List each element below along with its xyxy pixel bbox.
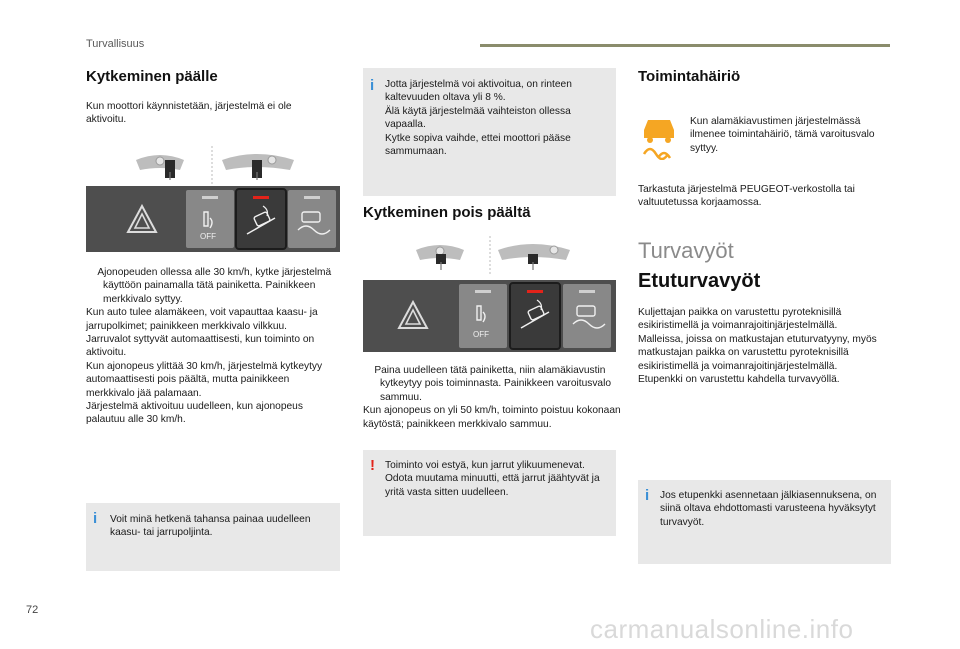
paragraph: Malleissa, joissa on matkustajan etuturvatyyny, myös matkustajan paikka on varustettu pyroteknisillä esikiristimellä ja voimanrajoitinjärjestelmällä. — [638, 333, 877, 372]
traction-off-button[interactable] — [186, 190, 234, 248]
info-box — [363, 68, 616, 196]
info-line: Jotta järjestelmä voi aktivoitua, on rinteen kaltevuuden oltava yli 8 %. — [385, 79, 572, 104]
drive-mode-button[interactable] — [563, 284, 611, 348]
button-panel — [86, 186, 340, 252]
switch-off-text — [363, 364, 621, 431]
hazard-icon — [126, 204, 158, 234]
info-icon: i — [93, 510, 98, 527]
steering-wheel-icon — [136, 155, 184, 180]
subchapter-title: Etuturvavyöt — [638, 270, 761, 292]
info-text — [385, 78, 605, 158]
indicator-led — [253, 196, 269, 199]
terrain-icon — [292, 204, 332, 244]
info-line: Kytke sopiva vaihde, ettei moottori pääse sammumaan. — [385, 132, 571, 158]
indicator-led — [475, 290, 491, 293]
indicator-led — [202, 196, 218, 199]
paragraph: Kun auto tulee alamäkeen, voit vapauttaa kaasu- ja jarrupolkimet; painikkeen merkkivalo vilkkuu. — [86, 307, 318, 332]
chapter-title: Turvavyöt — [638, 238, 734, 263]
heading-malfunction: Toimintahäiriö — [638, 68, 741, 85]
steering-wheel-icon — [416, 245, 464, 270]
steering-wheel-icon — [498, 244, 570, 270]
bullet-text: Paina uudelleen tätä painiketta, niin alamäkiavustin kytkeytyy pois toiminnasta. Painikkeen varoitusvalo sammuu. — [374, 365, 612, 403]
button-panel — [363, 280, 616, 352]
hill-descent-button[interactable] — [511, 284, 559, 348]
bullet-text: Ajonopeuden ollessa alle 30 km/h, kytke järjestelmä käyttöön painamalla tätä painiketta. Painikkeen merkkivalo syttyy. — [97, 267, 332, 305]
paragraph: Jarruvalot syttyvät automaattisesti, kun toiminto on aktivoitu. — [86, 334, 315, 359]
warning-text: Toiminto voi estyä, kun jarrut ylikuumenevat. Odota muutama minuutti, että jarrut jäähtyvät ja yritä vasta sitten uudelleen. — [385, 460, 600, 498]
drive-mode-button[interactable] — [288, 190, 336, 248]
hazard-icon — [397, 300, 429, 330]
fault-text: Kun alamäkiavustimen järjestelmässä ilmenee toimintahäiriö, tämä varoitusvalo syttyy. — [690, 116, 875, 154]
off-label: OFF — [473, 330, 489, 339]
indicator-led — [579, 290, 595, 293]
off-label: OFF — [200, 232, 216, 241]
hill-descent-button[interactable] — [237, 190, 285, 248]
info-icon: i — [370, 77, 375, 94]
hill-descent-icon — [515, 298, 555, 338]
hill-descent-icon — [241, 204, 281, 244]
terrain-icon — [567, 298, 607, 338]
header-bar — [480, 44, 890, 47]
info-text: Jos etupenkki asennetaan jälkiasennuksena, on siinä oltava ehdottomasti varusteena hyväksytyt turvavyöt. — [660, 490, 877, 528]
traction-off-button[interactable] — [459, 284, 507, 348]
paragraph: Etupenkki on varustettu kahdella turvavyöllä. — [638, 374, 840, 386]
paragraph: Kun ajonopeus ylittää 30 km/h, järjestelmä kytkeytyy automaattisesti pois päältä, mutta painikkeen merkkivalo jää palamaan. — [86, 360, 323, 399]
info-box — [638, 480, 891, 564]
paragraph: Kun ajonopeus on yli 50 km/h, toiminto poistuu kokonaan käytöstä; painikkeen merkkivalo sammuu. — [363, 405, 621, 430]
paragraph: Kuljettajan paikka on varustettu pyroteknisillä esikiristimellä ja voimanrajoitinjärjestelmällä. — [638, 307, 842, 332]
info-icon: i — [645, 487, 650, 504]
info-text: Voit minä hetkenä tahansa painaa uudelleen kaasu- tai jarrupoljinta. — [110, 514, 311, 539]
steering-wheel-illustration — [410, 236, 580, 274]
paragraph: Järjestelmä aktivoituu uudelleen, kun ajonopeus palautuu alle 30 km/h. — [86, 401, 303, 426]
check-text: Tarkastuta järjestelmä PEUGEOT-verkostolla tai valtuutetussa korjaamossa. — [638, 184, 855, 209]
seatbelt-text — [638, 306, 884, 386]
watermark: carmanualsonline.info — [590, 614, 854, 644]
hill-descent-warning-lamp-icon — [640, 114, 680, 160]
warning-icon: ! — [370, 457, 375, 474]
steering-wheel-illustration — [130, 146, 300, 184]
intro-text: Kun moottori käynnistetään, järjestelmä ei ole aktivoitu. — [86, 101, 292, 126]
heading-switch-on: Kytkeminen päälle — [86, 68, 218, 85]
heading-switch-off: Kytkeminen pois päältä — [363, 204, 531, 221]
indicator-led — [527, 290, 543, 293]
info-line: Älä käytä järjestelmää vaihteiston ollessa vapaalla. — [385, 105, 571, 131]
warning-box — [363, 450, 616, 536]
steering-wheel-icon — [222, 154, 294, 180]
section-label: Turvallisuus — [86, 38, 145, 50]
indicator-led — [304, 196, 320, 199]
switch-on-text — [86, 266, 340, 427]
page-number: 72 — [26, 604, 39, 616]
info-box — [86, 503, 340, 571]
